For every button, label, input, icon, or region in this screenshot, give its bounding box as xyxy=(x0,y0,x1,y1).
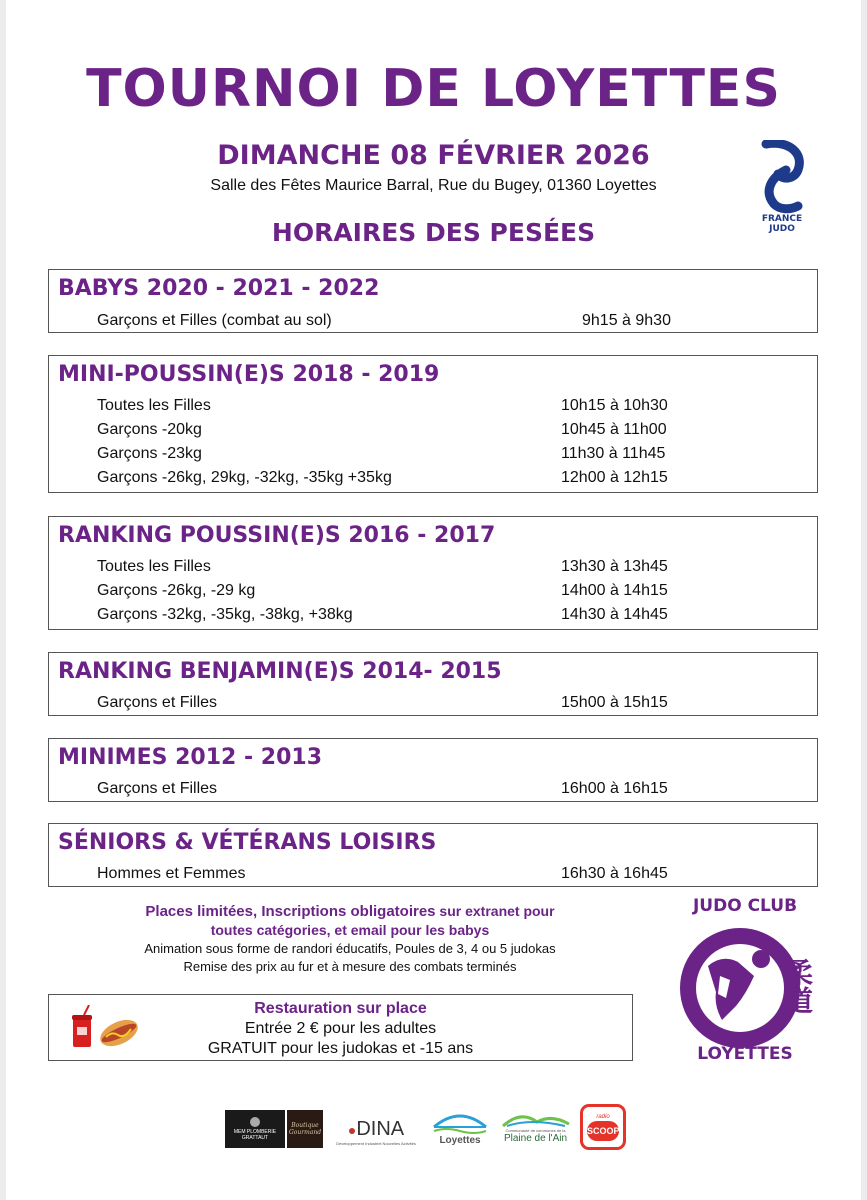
info-line-categories xyxy=(40,921,660,940)
restauration-adult-price: Entrée 2 € pour les adultes xyxy=(244,1020,437,1037)
sponsor-plaine-de-lain xyxy=(498,1104,573,1150)
schedule-row xyxy=(97,777,697,801)
row-label: Garçons -23kg xyxy=(97,445,202,462)
schedule-row xyxy=(97,442,697,466)
schedule-row xyxy=(97,555,697,579)
sponsor-subtitle: Développement Industriel Nouvelles Activités xyxy=(336,1141,416,1146)
sponsor-mem-mark xyxy=(250,1117,260,1127)
row-label: Garçons -20kg xyxy=(97,421,202,438)
row-label: Garçons -26kg, 29kg, -32kg, -35kg +35kg xyxy=(97,469,392,486)
row-time: 16h30 à 16h45 xyxy=(561,865,668,882)
row-time: 11h30 à 11h45 xyxy=(561,445,666,462)
row-label: Garçons et Filles xyxy=(97,780,218,797)
restauration-box xyxy=(48,994,633,1061)
page-title: TOURNOI DE LOYETTES xyxy=(86,59,781,119)
row-time: 13h30 à 13h45 xyxy=(561,558,668,575)
judo-club-bottom-text: LOYETTES xyxy=(697,1044,793,1064)
category-title: MINI-POUSSIN(E)S 2018 - 2019 xyxy=(58,362,440,387)
row-time: 12h00 à 12h15 xyxy=(561,469,668,486)
sponsor-loyettes xyxy=(430,1104,490,1150)
schedule-row xyxy=(97,466,697,490)
info-line-prizes: Remise des prix au fur et à mesure des combats terminés xyxy=(183,959,517,974)
category-box-ranking-poussins xyxy=(48,516,818,630)
sponsor-subtitle: radio xyxy=(596,1113,610,1120)
plaine-hills-icon xyxy=(501,1110,571,1128)
france-judo-emblem-icon xyxy=(760,140,804,214)
category-box-minimes xyxy=(48,738,818,802)
category-box-seniors-veterans xyxy=(48,823,818,887)
category-box-ranking-benjamins xyxy=(48,652,818,716)
row-time: 10h15 à 10h30 xyxy=(561,397,668,414)
event-date: DIMANCHE 08 FÉVRIER 2026 xyxy=(217,140,650,171)
sponsor-subtitle: Communauté de communes de la xyxy=(505,1127,566,1133)
sponsor-name: MEM PLOMBERIE GRATTAUT xyxy=(233,1129,277,1141)
row-label: Garçons -32kg, -35kg, -38kg, +38kg xyxy=(97,606,353,623)
row-time: 9h15 à 9h30 xyxy=(582,312,671,329)
judo-club-top-text: JUDO CLUB xyxy=(692,896,798,916)
schedule-row xyxy=(97,862,697,886)
row-time: 15h00 à 15h15 xyxy=(561,694,668,711)
france-judo-logo xyxy=(752,140,812,240)
row-label: Garçons et Filles (combat au sol) xyxy=(97,312,332,329)
category-title: RANKING POUSSIN(E)S 2016 - 2017 xyxy=(58,523,496,548)
info-categories-text: toutes catégories, et email pour les babys xyxy=(210,922,490,938)
sponsor-mem-plomberie xyxy=(225,1110,285,1148)
category-title: SÉNIORS & VÉTÉRANS LOISIRS xyxy=(58,830,437,855)
sponsor-boutique: Boutique Gourmand xyxy=(287,1110,323,1148)
category-title: MINIMES 2012 - 2013 xyxy=(58,745,323,770)
sponsor-name: SCOOP xyxy=(587,1121,619,1141)
judo-kanji: 柔道 xyxy=(781,958,814,1014)
schedule-row xyxy=(97,309,697,333)
row-label: Hommes et Femmes xyxy=(97,865,246,882)
row-label: Garçons et Filles xyxy=(97,694,218,711)
info-registration-rest: sur extranet pour xyxy=(435,903,555,919)
schedule-row xyxy=(97,418,697,442)
info-line-registration xyxy=(40,902,660,921)
sponsor-dina xyxy=(330,1112,422,1152)
restauration-title: Restauration sur place xyxy=(254,1000,427,1017)
row-label: Toutes les Filles xyxy=(97,558,211,575)
sponsor-name: Loyettes xyxy=(439,1135,481,1146)
loyettes-bridge-icon xyxy=(432,1107,488,1135)
dina-dot-icon: ● xyxy=(347,1122,357,1138)
restauration-free-line: GRATUIT pour les judokas et -15 ans xyxy=(207,1040,474,1057)
sponsor-name: Plaine de l'Ain xyxy=(503,1132,568,1144)
event-address: Salle des Fêtes Maurice Barral, Rue du Bugey, 01360 Loyettes xyxy=(210,177,657,194)
category-title: BABYS 2020 - 2021 - 2022 xyxy=(58,276,380,301)
row-time: 10h45 à 11h00 xyxy=(561,421,667,438)
schedule-row xyxy=(97,691,697,715)
weigh-in-heading: HORAIRES DES PESÉES xyxy=(271,218,596,247)
schedule-row xyxy=(97,603,697,627)
row-label: Garçons -26kg, -29 kg xyxy=(97,582,256,599)
ffj-line1: FRANCE xyxy=(761,214,803,224)
schedule-row xyxy=(97,394,697,418)
row-time: 16h00 à 16h15 xyxy=(561,780,668,797)
info-line-animation: Animation sous forme de randori éducatifs, Poules de 3, 4 ou 5 judokas xyxy=(144,941,556,956)
france-judo-text xyxy=(752,214,812,234)
row-label: Toutes les Filles xyxy=(97,397,211,414)
info-registration-bold: Places limitées, Inscriptions obligatoires xyxy=(145,903,436,920)
row-time: 14h30 à 14h45 xyxy=(561,606,668,623)
category-box-babys xyxy=(48,269,818,333)
dina-wordmark xyxy=(348,1118,404,1141)
ffj-line2: JUDO xyxy=(769,224,795,234)
judo-club-logo xyxy=(670,896,820,1071)
schedule-row xyxy=(97,579,697,603)
sponsor-radio-scoop xyxy=(580,1104,626,1150)
category-title: RANKING BENJAMIN(E)S 2014- 2015 xyxy=(58,659,502,684)
row-time: 14h00 à 14h15 xyxy=(561,582,668,599)
category-box-mini-poussins xyxy=(48,355,818,493)
sponsor-name: DINA xyxy=(356,1118,405,1140)
